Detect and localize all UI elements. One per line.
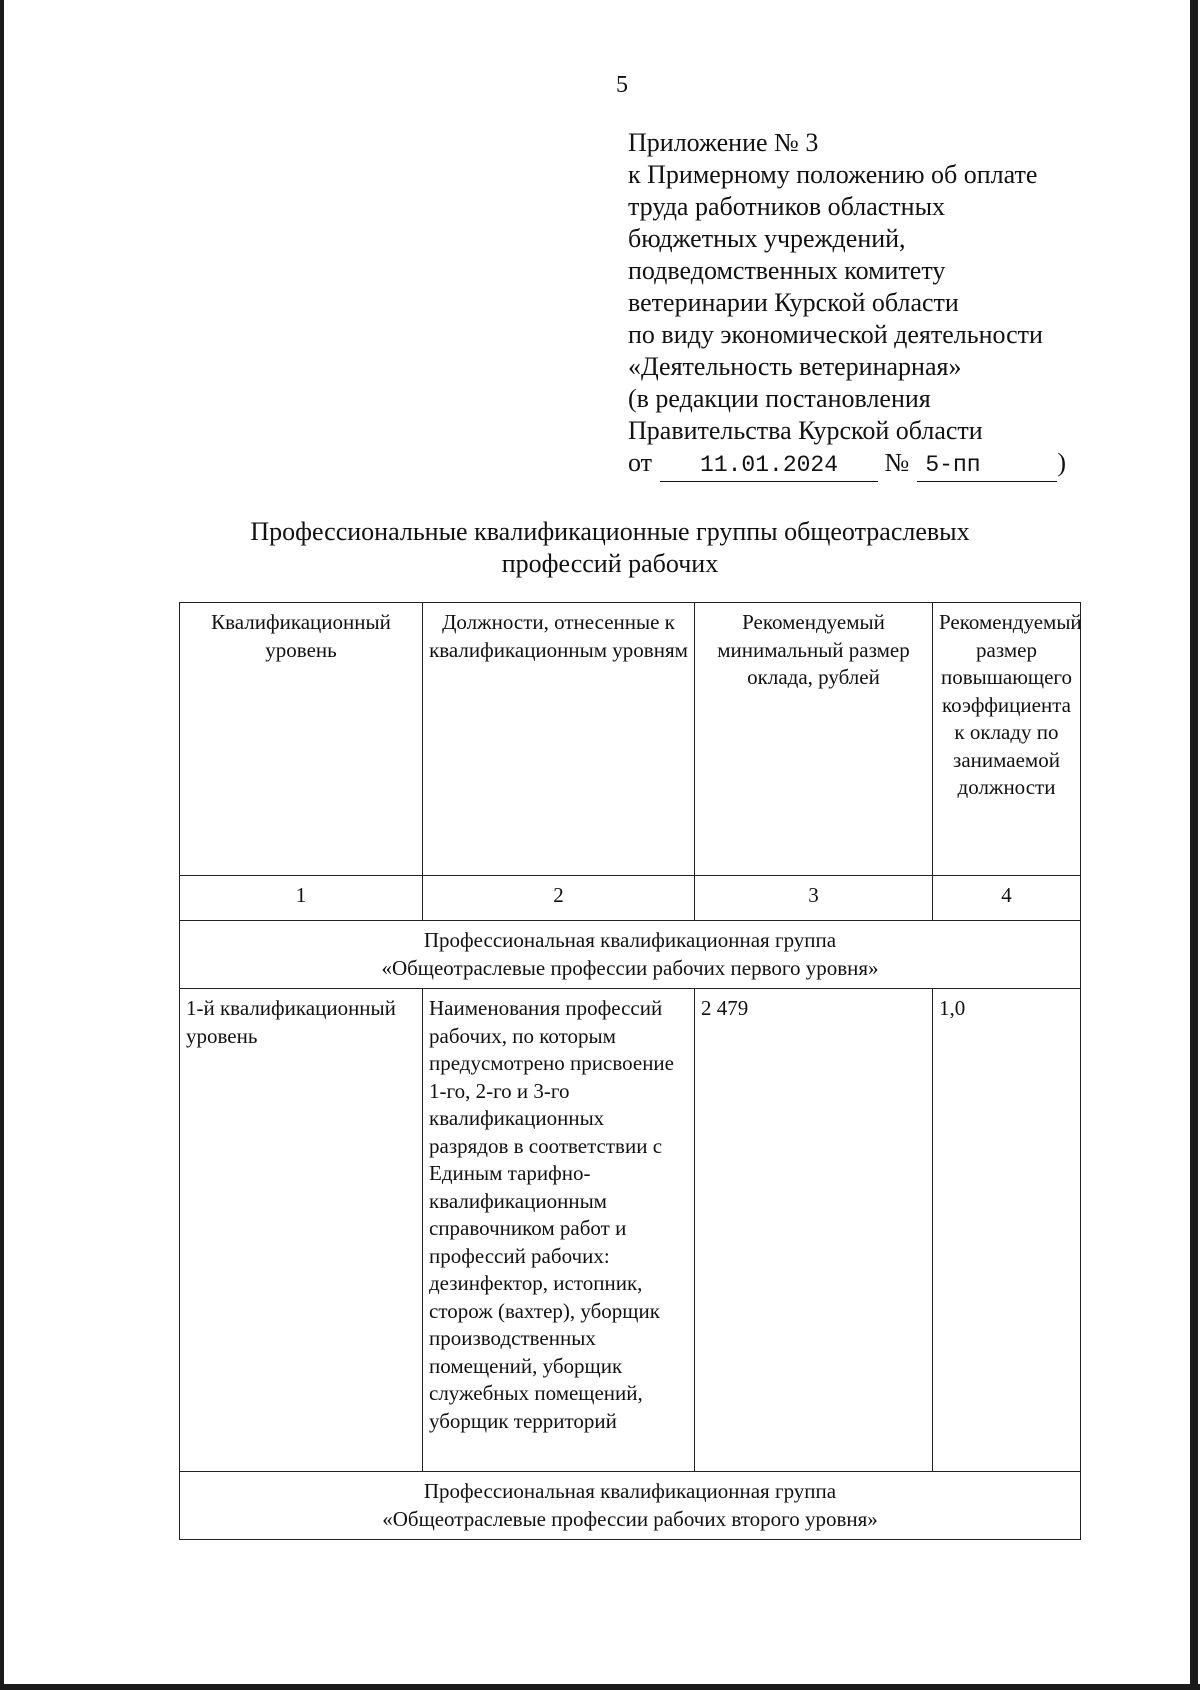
cell-salary: 2 479 <box>695 989 933 1472</box>
appendix-line: к Примерному положению об оплате <box>628 160 1038 189</box>
column-number: 1 <box>180 876 423 921</box>
group-row-second-level <box>180 1472 1081 1540</box>
header-cell-coefficient: Рекомендуемый размер повышающего коэффициента к окладу по занимаемой должности <box>933 603 1081 876</box>
header-cell-salary: Рекомендуемый минимальный размер оклада, рублей <box>695 603 933 876</box>
qualification-table <box>179 602 1081 1540</box>
scan-border-right <box>1190 0 1198 1690</box>
cell-coefficient: 1,0 <box>933 989 1081 1472</box>
appendix-line: (в редакции постановления <box>628 384 931 413</box>
cell-level: 1-й квалификационный уровень <box>180 989 423 1472</box>
table-row <box>180 989 1081 1472</box>
resolution-date: 11.01.2024 <box>660 449 878 482</box>
group-heading <box>180 1472 1081 1540</box>
cell-positions: Наименования профессий рабочих, по которым предусмотрено присвоение 1-го, 2-го и 3-го квалификационных разрядов в соответствии с Единым тарифно-квалификационным справочником работ и профессий рабочих: дезинфектор, истопник, сторож (вахтер), уборщик производственных помещений, уборщик служебных помещений, уборщик территорий <box>423 989 695 1472</box>
document-title-line: профессий рабочих <box>501 549 719 578</box>
appendix-line: подведомственных комитету <box>628 256 946 285</box>
group-heading-line: «Общеотраслевые профессии рабочих первого уровня» <box>381 955 879 980</box>
document-title-line: Профессиональные квалификационные группы общеотраслевых <box>250 517 970 546</box>
header-cell-positions: Должности, отнесенные к квалификационным уровням <box>423 603 695 876</box>
document-title <box>160 516 1060 580</box>
page-number: 5 <box>616 72 628 98</box>
scan-border-left <box>0 0 4 1690</box>
group-heading-line: Профессиональная квалификационная группа <box>423 928 837 952</box>
appendix-line: Правительства Курской области <box>628 416 983 445</box>
column-number: 4 <box>933 876 1081 921</box>
column-number-row <box>180 876 1081 921</box>
column-number: 2 <box>423 876 695 921</box>
appendix-line: труда работников областных <box>628 192 946 221</box>
group-heading-line: «Общеотраслевые профессии рабочих второго уровня» <box>382 1506 878 1531</box>
closing-paren: ) <box>1057 448 1067 477</box>
table-header-row <box>180 603 1081 876</box>
scan-border-bottom <box>0 1684 1200 1690</box>
number-sign: № <box>884 448 910 477</box>
appendix-line: ветеринарии Курской области <box>628 288 959 317</box>
appendix-line: Приложение № 3 <box>628 128 819 157</box>
date-prefix: от <box>628 448 653 477</box>
group-heading-line: Профессиональная квалификационная группа <box>423 1479 837 1503</box>
resolution-number: 5-пп <box>917 449 1057 482</box>
resolution-date-line <box>628 447 1066 482</box>
header-cell-level: Квалификационный уровень <box>180 603 423 876</box>
appendix-block <box>628 127 1066 482</box>
appendix-line: «Деятельность ветеринарная» <box>628 352 962 381</box>
group-row-first-level <box>180 921 1081 989</box>
appendix-line: бюджетных учреждений, <box>628 224 906 253</box>
group-heading <box>180 921 1081 989</box>
column-number: 3 <box>695 876 933 921</box>
appendix-line: по виду экономической деятельности <box>628 320 1043 349</box>
